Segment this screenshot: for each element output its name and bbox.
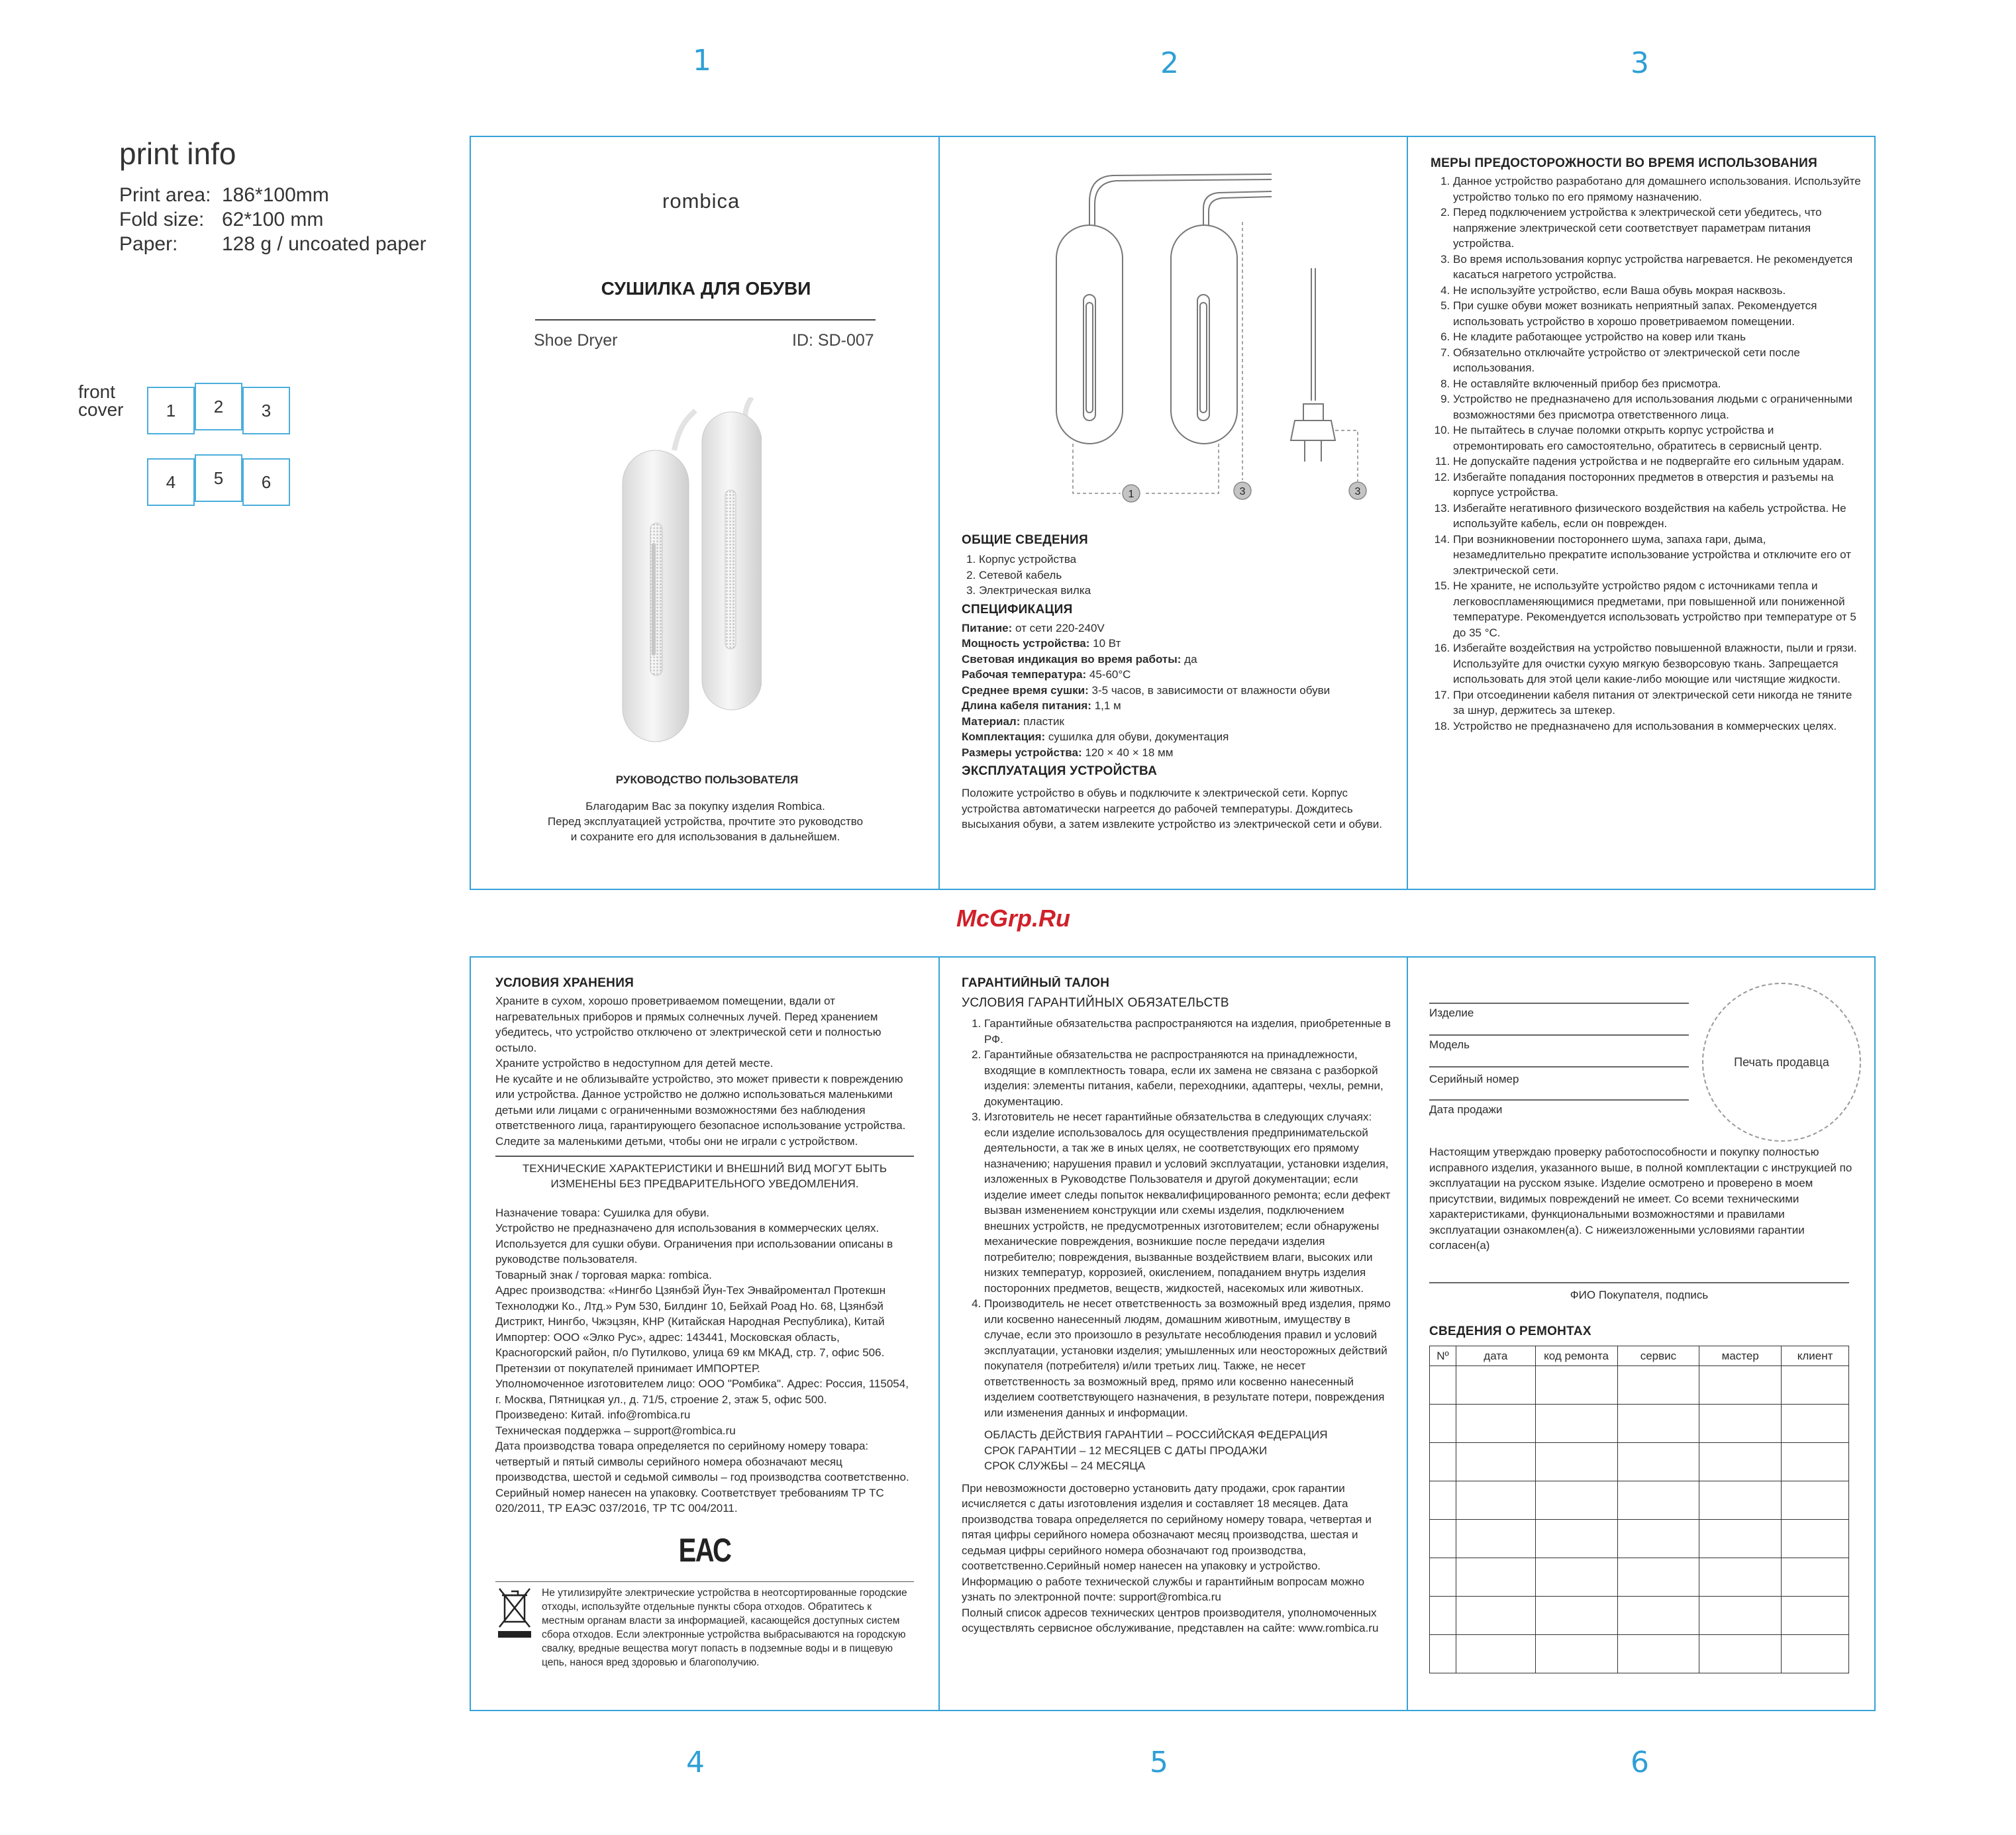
list-item: 3. Во время использования корпус устройства нагревается. Не рекомендуется касаться нагретого устройства.	[1453, 252, 1861, 283]
info-line: Используется для сушки обуви. Ограничения при использовании описаны в руководстве пользователя.	[495, 1237, 893, 1265]
scheme-cell: 4	[147, 458, 195, 506]
spec-row: Рабочая температура: 45-60°C	[962, 668, 1131, 681]
table-row	[1430, 1366, 1849, 1405]
table-row	[1430, 1405, 1849, 1443]
page-number-1: 1	[693, 44, 711, 77]
warranty-footer: При невозможности достоверно установить дату продажи, срок гарантии исчисляется с даты изготовления изделия и составляет 18 месяцев. Дата производства товара определяется по серийному номеру товара, четвертая и пятая цифры серийного номера обозначают месяц производства, шестая и седьмая цифры серийного номера обозначают год производства, соответственно.Серийный номер нанесен на упаковку и устройство.	[962, 1481, 1372, 1572]
table-cell	[1456, 1597, 1535, 1635]
table-cell	[1617, 1366, 1699, 1405]
list-item: 6. Не кладите работающее устройство на ковер или ткань	[1453, 329, 1861, 345]
panel-warranty	[962, 976, 1392, 1705]
table-row	[1430, 1520, 1849, 1558]
table-cell	[1430, 1597, 1456, 1635]
column-header: мастер	[1699, 1346, 1782, 1366]
divider	[495, 1581, 914, 1583]
list-item: 15. Не храните, не используйте устройство рядом с источниками тепла и легковоспламеняющимися предметами, при повышенной или пониженной температуре. Рекомендуется использовать устройство при температуре от 5 до 35 °C.	[1453, 578, 1861, 640]
field-model: Модель	[1429, 1038, 1470, 1051]
list-item: 10. Не пытайтесь в случае поломки открыть корпус устройства и отремонтировать его самостоятельно, обратитесь в сервисный центр.	[1453, 422, 1861, 454]
print-info-table	[119, 184, 427, 256]
table-cell	[1430, 1481, 1456, 1520]
table-cell	[1699, 1635, 1782, 1673]
field-line	[1429, 1034, 1689, 1036]
table-cell	[1535, 1481, 1617, 1520]
list-item: 11. Не допускайте падения устройства и не подвергайте его сильным ударам.	[1453, 454, 1861, 470]
field-line	[1429, 1066, 1689, 1067]
storage-text: Храните в сухом, хорошо проветриваемом помещении, вдали от нагревательных приборов и прямых солнечных лучей. Перед хранением убедитесь, что устройство отключено от электрической сети и полностью остыло.	[495, 995, 882, 1054]
list-item: 3. Изготовитель не несет гарантийные обязательства в следующих случаях: если изделие использовалось для осуществления предпринимательской деятельности, а так же в иных целях, не соответствующих его прямому назначению; нарушения правил и условий эксплуатации, установки изделия, изложенных в Руководстве Пользователя и другой документации; если изделие имеет следы попыток неквалифицированного ремонта; если дефект вызван изменением конструкции или схемы изделия, подключением внешних устройств, не предусмотренных изготовителем; если обнаружены механические повреждения, возникшие после передачи изделия потребителю; повреждения, вызванные воздействием влаги, высоких или низких температур, коррозией, окислением, попаданием внутрь изделия посторонних предметов, веществ, жидкостей, насекомых или животных.	[984, 1109, 1392, 1296]
info-line: Товарный знак / торговая марка: rombica.	[495, 1268, 712, 1281]
list-item: 2. Гарантийные обязательства не распространяются на принадлежности, входящие в комплектность товара, если их замена не связана с разборкой изделия: элементы питания, кабели, переходники, адаптеры, чехлы, ремни, документацию.	[984, 1047, 1392, 1109]
info-line: Устройство не предназначено для использования в коммерческих целях.	[495, 1222, 880, 1234]
print-info-title: print info	[119, 136, 236, 171]
scheme-cell: 5	[195, 454, 242, 502]
table-cell	[1456, 1366, 1535, 1405]
table-cell	[1617, 1558, 1699, 1597]
table-cell	[1617, 1405, 1699, 1443]
panel-precautions	[1431, 156, 1861, 885]
fold-line	[1407, 136, 1408, 890]
brand-logo: rombica	[662, 189, 740, 213]
list-item: 18. Устройство не предназначено для использования в коммерческих целях.	[1453, 719, 1861, 734]
print-info-value: 62*100 mm	[222, 209, 324, 230]
list-item: 12. Избегайте попадания посторонних предметов в отверстия и разъемы на корпусе устройства.	[1453, 470, 1861, 501]
table-cell	[1456, 1443, 1535, 1481]
info-line: Серийный номер нанесен на упаковку. Соответствует требованиям ТР ТС 020/2011, ТР ЕАЭС 037/2016, ТР ТС 004/2011.	[495, 1486, 884, 1514]
print-info-label: Fold size:	[119, 209, 205, 230]
repairs-heading: СВЕДЕНИЯ О РЕМОНТАХ	[1429, 1324, 1591, 1338]
scheme-cell: 1	[147, 387, 195, 434]
spec-row: Мощность устройства: 10 Вт	[962, 637, 1121, 650]
table-cell	[1699, 1520, 1782, 1558]
table-row	[1430, 1443, 1849, 1481]
field-line	[1429, 1099, 1689, 1101]
table-cell	[1535, 1597, 1617, 1635]
table-row	[1430, 1635, 1849, 1673]
table-cell	[1430, 1366, 1456, 1405]
spec-heading: СПЕЦИФИКАЦИЯ	[962, 602, 1073, 617]
field-sale-date: Дата продажи	[1429, 1103, 1503, 1116]
table-cell	[1430, 1443, 1456, 1481]
info-line: Адрес производства: «Нингбо Цзянбэй Йун-Тех Энвайроментал Протекшн Технолоджи Ко., Лтд.» Рум 530, Билдинг 10, Бейхай Роад Но. 68, Цзянбэй Дистрикт, Нингбо, Чжэцзян, КНР (Китайская Народная Республика), Китай	[495, 1284, 886, 1328]
callout-3: 3	[1354, 486, 1361, 497]
table-cell	[1535, 1366, 1617, 1405]
table-cell	[1782, 1558, 1849, 1597]
list-item: 14. При возникновении постороннего шума, запаха гари, дыма, незамедлительно прекратите использование устройства и отключите его от электрической сети.	[1453, 532, 1861, 579]
table-row	[1430, 1481, 1849, 1520]
field-product: Изделие	[1429, 1007, 1474, 1019]
list-item: 13. Избегайте негативного физического воздействия на кабель устройства. Не используйте кабель, если он поврежден.	[1453, 501, 1861, 532]
page-number-2: 2	[1160, 46, 1179, 80]
table-cell	[1699, 1366, 1782, 1405]
seller-stamp: Печать продавца	[1702, 983, 1861, 1142]
info-line: Уполномоченное изготовителем лицо: ООО "Ромбика". Адрес: Россия, 115054, г. Москва, Пятницкая ул., д. 71/5, строение 2, этаж 5, офис 500.	[495, 1377, 909, 1406]
weee-text: Не утилизируйте электрические устройства в неотсортированные городские отходы, используйте отдельные пункты сбора отходов. Обратитесь к местным органам власти за информацией, касающейся доступных систем сбора отходов. Если электронные устройства выбрасываются на городскую свалку, вредные вещества могут попасть в подземные воды и в пищевую цепь, нанося вред здоровью и благополучию.	[542, 1587, 907, 1668]
page-number-4: 4	[686, 1746, 705, 1779]
watermark: McGrp.Ru	[956, 905, 1070, 932]
table-cell	[1617, 1481, 1699, 1520]
list-item: 1. Корпус устройства	[979, 552, 1392, 568]
table-cell	[1782, 1520, 1849, 1558]
weee-bin-icon	[495, 1586, 534, 1639]
callout-1: 1	[1128, 489, 1134, 500]
fold-line	[938, 136, 940, 890]
info-line: Произведено: Китай. info@rombica.ru	[495, 1409, 691, 1421]
info-line: Техническая поддержка – support@rombica.ru	[495, 1424, 736, 1437]
usage-text: Положите устройство в обувь и подключите к электрической сети. Корпус устройства автоматически нагреется до рабочей температуры. Дождитесь высыхания обуви, а затем извлеките устройство из электрической сети и обуви.	[962, 787, 1383, 830]
info-line: Претензии от покупателей принимает ИМПОРТЕР.	[495, 1362, 760, 1375]
print-info-value: 128 g / uncoated paper	[222, 233, 427, 255]
table-cell	[1456, 1558, 1535, 1597]
manual-heading: РУКОВОДСТВО ПОЛЬЗОВАТЕЛЯ	[615, 773, 799, 786]
table-cell	[1456, 1635, 1535, 1673]
column-header: код ремонта	[1535, 1346, 1617, 1366]
table-cell	[1430, 1405, 1456, 1443]
page-number-5: 5	[1150, 1746, 1168, 1779]
thanks-text: Благодарим Вас за покупку изделия Rombica. Перед эксплуатацией устройства, прочтите это руководство и сохраните его для использования в дальнейшем.	[547, 800, 864, 843]
fold-line	[1407, 956, 1408, 1711]
precautions-heading: МЕРЫ ПРЕДОСТОРОЖНОСТИ ВО ВРЕМЯ ИСПОЛЬЗОВАНИЯ	[1431, 156, 1818, 170]
table-cell	[1782, 1366, 1849, 1405]
parts-list	[962, 552, 1392, 599]
list-item: 1. Данное устройство разработано для домашнего использования. Используйте устройство только по его прямому назначению.	[1453, 174, 1861, 205]
warranty-footer: Информацию о работе технической службы и гарантийным вопросам можно узнать по электронной почте: support@rombica.ru	[962, 1575, 1365, 1603]
table-cell	[1456, 1405, 1535, 1443]
print-info-label: Paper:	[119, 233, 178, 255]
table-cell	[1699, 1481, 1782, 1520]
list-item: 3. Электрическая вилка	[979, 583, 1392, 599]
storage-heading: УСЛОВИЯ ХРАНЕНИЯ	[495, 976, 634, 990]
warranty-list	[962, 1016, 1392, 1420]
list-item: 17. При отсоединении кабеля питания от электрической сети никогда не тяните за шнур, держитесь за штекер.	[1453, 687, 1861, 719]
eac-mark: ЕАС	[678, 1531, 731, 1569]
column-header: дата	[1456, 1346, 1535, 1366]
warranty-heading: ГАРАНТИЙНЫЙ ТАЛОН	[962, 976, 1110, 990]
page-number-3: 3	[1631, 46, 1649, 80]
warranty-footer: Полный список адресов технических центров производителя, уполномоченных осуществлять сервисное обслуживание, представлен на сайте: www.rombica.ru	[962, 1606, 1379, 1634]
scheme-cell: 6	[242, 458, 290, 506]
spec-list	[962, 620, 1392, 761]
table-cell	[1617, 1520, 1699, 1558]
table-cell	[1699, 1405, 1782, 1443]
info-line: Импортер: ООО «Элко Рус», адрес: 143441, Московская область, Красногорский район, п/о Путилково, улица 69 км МКАД, стр. 7, офис 506.	[495, 1330, 885, 1359]
list-item: 1. Гарантийные обязательства распространяются на изделия, приобретенные в РФ.	[984, 1016, 1392, 1047]
table-cell	[1456, 1481, 1535, 1520]
table-cell	[1617, 1443, 1699, 1481]
column-header: сервис	[1617, 1346, 1699, 1366]
list-item: 2. Перед подключением устройства к электрической сети убедитесь, что напряжение электрической сети соответствует параметрам питания устройства.	[1453, 205, 1861, 252]
storage-text: Храните устройство в недоступном для детей месте.	[495, 1057, 774, 1069]
table-cell	[1456, 1520, 1535, 1558]
table-cell	[1782, 1443, 1849, 1481]
spec-row: Размеры устройства: 120 × 40 × 18 мм	[962, 746, 1174, 759]
callout-3: 3	[1239, 486, 1246, 497]
divider	[495, 1156, 914, 1157]
warranty-subheading: УСЛОВИЯ ГАРАНТИЙНЫХ ОБЯЗАТЕЛЬСТВ	[962, 996, 1229, 1010]
table-row	[1430, 1558, 1849, 1597]
list-item: 4. Производитель не несет ответственность за возможный вред изделия, прямо или косвенно нанесенный людям, домашним животным, имуществу в случае, если это произошло в результате несоблюдения правил и условий эксплуатации, установки изделия; умышленных или неосторожных действий покупателя (потребителя) и/или третьих лиц. Также, не несет ответственность за возможный вред, прямо или косвенно нанесенный изделием соответствующего назначения, в результате потери, повреждения или изменения данных и информации.	[984, 1296, 1392, 1420]
table-cell	[1430, 1520, 1456, 1558]
table-cell	[1699, 1558, 1782, 1597]
panel-storage	[495, 976, 914, 1705]
product-id: ID: SD-007	[792, 331, 874, 350]
list-item: 16. Избегайте воздействия на устройство повышенной влажности, пыли и грязи. Используйте для очистки сухую мягкую безворсовую ткань. Запрещается использовать для этой цели какие-либо моющие или чистящие жидкости.	[1453, 640, 1861, 687]
storage-text: Не кусайте и не облизывайте устройство, это может привести к повреждению или устройства. Данное устройство не должно использоваться маленькими детьми или лицами с ограниченными возможностями без наблюдения ответственного лица, гарантирующего безопасное использование устройства. Следите за маленькими детьми, чтобы они не играли с устройством.	[495, 1072, 906, 1148]
scheme-cell: 3	[242, 387, 290, 434]
list-item: 9. Устройство не предназначено для использования людьми с ограниченными возможностями без присмотра ответственного лица.	[1453, 391, 1861, 422]
table-cell	[1782, 1635, 1849, 1673]
spec-row: Длина кабеля питания: 1,1 м	[962, 699, 1121, 712]
product-title: СУШИЛКА ДЛЯ ОБУВИ	[601, 278, 811, 299]
print-info-label: Print area:	[119, 184, 211, 206]
info-line: Дата производства товара определяется по серийному номеру товара: четвертый и пятый символы серийного номера обозначают месяц производства, шестой и седьмой символы – год производства соответственно.	[495, 1440, 909, 1483]
confirmation-text: Настоящим утверждаю проверку работоспособности и покупку полностью исправного изделия, указанного выше, в полной комплектации с инструкцией по эксплуатации на русском языке. Изделие осмотрено и проверено в моем присутствии, видимых повреждений не имеет. Со всеми техническими характеристиками, функциональными возможностями и правилами эксплуатации ознакомлен(а). С нижеизложенными условиями гарантии согласен(а)	[1429, 1146, 1852, 1252]
table-cell	[1699, 1443, 1782, 1481]
panel-general	[962, 533, 1392, 877]
table-cell	[1782, 1405, 1849, 1443]
table-cell	[1782, 1597, 1849, 1635]
warranty-term: СРОК СЛУЖБЫ – 24 МЕСЯЦА	[984, 1460, 1146, 1472]
spec-row: Световая индикация во время работы: да	[962, 652, 1197, 666]
column-header: Nº	[1430, 1346, 1456, 1366]
general-heading: ОБЩИЕ СВЕДЕНИЯ	[962, 533, 1088, 547]
field-line	[1429, 1003, 1689, 1004]
table-cell	[1699, 1597, 1782, 1635]
device-diagram	[1020, 162, 1378, 520]
precautions-list	[1431, 174, 1861, 734]
table-cell	[1430, 1635, 1456, 1673]
spec-row: Питание: от сети 220-240V	[962, 621, 1105, 634]
print-info-value: 186*100mm	[222, 184, 329, 206]
column-header: клиент	[1782, 1346, 1849, 1366]
table-cell	[1617, 1597, 1699, 1635]
usage-heading: ЭКСПЛУАТАЦИЯ УСТРОЙСТВА	[962, 764, 1158, 778]
scheme-cell: 2	[195, 383, 242, 430]
table-cell	[1430, 1558, 1456, 1597]
field-serial: Серийный номер	[1429, 1073, 1519, 1085]
table-cell	[1535, 1558, 1617, 1597]
table-row	[1430, 1597, 1849, 1635]
table-cell	[1535, 1443, 1617, 1481]
warranty-term: СРОК ГАРАНТИИ – 12 МЕСЯЦЕВ С ДАТЫ ПРОДАЖИ	[984, 1444, 1268, 1457]
front-cover-label: front cover	[78, 381, 124, 420]
signature-line	[1429, 1282, 1849, 1283]
signature-label: ФИО Покупателя, подпись	[1570, 1289, 1709, 1301]
list-item: 4. Не используйте устройство, если Ваша обувь мокрая насквозь.	[1453, 283, 1861, 299]
page-number-6: 6	[1631, 1746, 1649, 1779]
table-cell	[1782, 1481, 1849, 1520]
info-line: Назначение товара: Сушилка для обуви.	[495, 1206, 710, 1219]
warranty-term: ОБЛАСТЬ ДЕЙСТВИЯ ГАРАНТИИ – РОССИЙСКАЯ ФЕДЕРАЦИЯ	[984, 1428, 1328, 1441]
product-name: Shoe Dryer	[534, 331, 618, 350]
change-notice: ТЕХНИЧЕСКИЕ ХАРАКТЕРИСТИКИ И ВНЕШНИЙ ВИД МОГУТ БЫТЬ ИЗМЕНЕНЫ БЕЗ ПРЕДВАРИТЕЛЬНОГО УВЕДОМЛЕНИЯ.	[522, 1162, 887, 1190]
title-divider	[535, 319, 876, 321]
product-image	[616, 397, 762, 748]
table-cell	[1617, 1635, 1699, 1673]
spec-row: Комплектация: сушилка для обуви, документация	[962, 730, 1229, 743]
spec-row: Среднее время сушки: 3-5 часов, в зависимости от влажности обуви	[962, 683, 1331, 697]
table-cell	[1535, 1635, 1617, 1673]
repairs-table	[1429, 1346, 1849, 1673]
fold-line	[938, 956, 940, 1711]
list-item: 5. При сушке обуви может возникать неприятный запах. Рекомендуется использовать устройство в хорошо проветриваемом помещении.	[1453, 298, 1861, 329]
spec-row: Материал: пластик	[962, 715, 1064, 728]
table-cell	[1535, 1405, 1617, 1443]
list-item: 2. Сетевой кабель	[979, 568, 1392, 583]
table-cell	[1535, 1520, 1617, 1558]
list-item: 7. Обязательно отключайте устройство от электрической сети после использования.	[1453, 345, 1861, 376]
list-item: 8. Не оставляйте включенный прибор без присмотра.	[1453, 376, 1861, 392]
